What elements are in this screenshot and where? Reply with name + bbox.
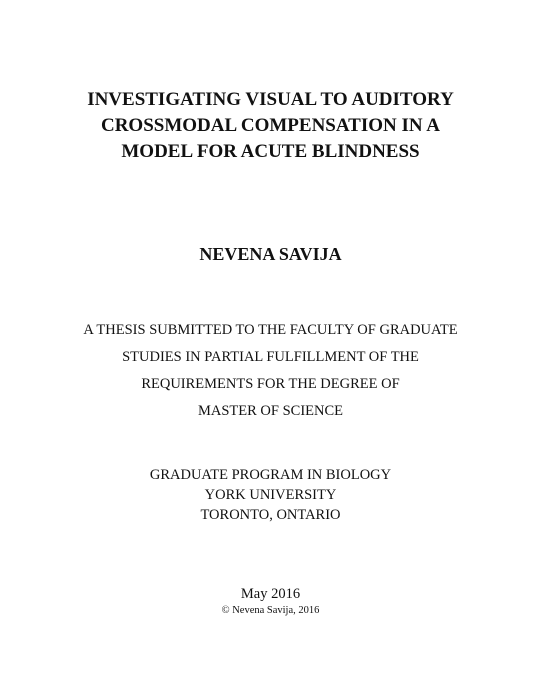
thesis-title-line-1: INVESTIGATING VISUAL TO AUDITORY bbox=[87, 89, 454, 110]
statement-line-3: REQUIREMENTS FOR THE DEGREE OF bbox=[141, 376, 400, 392]
submission-date: May 2016 bbox=[240, 586, 301, 602]
thesis-title-line-2: CROSSMODAL COMPENSATION IN A bbox=[100, 115, 441, 136]
thesis-statement bbox=[0, 317, 541, 425]
program-name: GRADUATE PROGRAM IN BIOLOGY bbox=[149, 467, 392, 483]
program-block bbox=[0, 465, 541, 525]
university-name: YORK UNIVERSITY bbox=[204, 487, 337, 503]
statement-line-4: MASTER OF SCIENCE bbox=[197, 403, 344, 419]
statement-line-2: STUDIES IN PARTIAL FULFILLMENT OF THE bbox=[122, 349, 419, 365]
location: TORONTO, ONTARIO bbox=[200, 507, 341, 523]
thesis-title-line-3: MODEL FOR ACUTE BLINDNESS bbox=[121, 141, 420, 162]
author-name: NEVENA SAVIJA bbox=[199, 244, 342, 264]
statement-line-1: A THESIS SUBMITTED TO THE FACULTY OF GRADUATE bbox=[83, 322, 458, 338]
copyright-notice: © Nevena Savija, 2016 bbox=[221, 605, 320, 616]
thesis-title bbox=[0, 87, 541, 165]
